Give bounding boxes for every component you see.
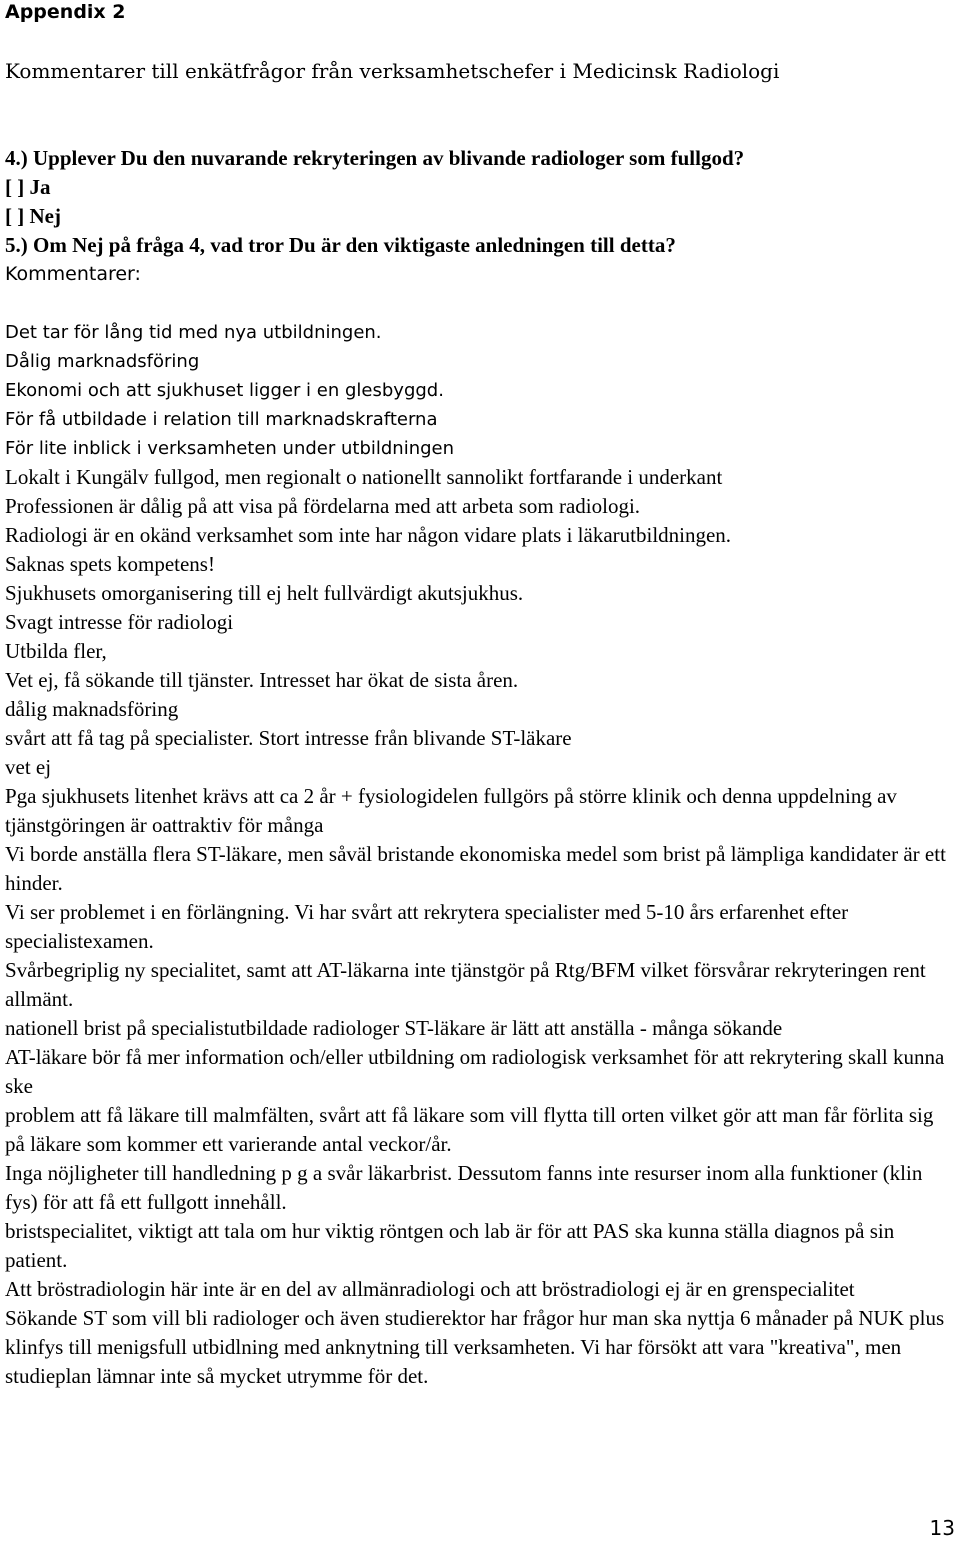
comments-list [5, 318, 955, 1391]
comment-item: Att bröstradiologin här inte är en del av allmänradiologi och att bröstradiologi ej är en grenspecialitet [5, 1277, 855, 1301]
comment-item: För lite inblick i verksamheten under utbildningen [5, 438, 455, 459]
option-no: [ ] Nej [5, 204, 61, 228]
comment-item: Sökande ST som vill bli radiologer och även studierektor har frågor hur man ska nyttja 6 månader på NUK plus klinfys till menigsfull utbidlning med anknytning till verksamheten. Vi har försökt att vara "kreativa", men studieplan lämnar inte så mycket utrymme för det. [5, 1306, 945, 1388]
comment-item: Vi borde anställa flera ST-läkare, men såväl bristande ekonomiska medel som brist på lämpliga kandidater är ett hinder. [5, 842, 946, 895]
comment-item: Dålig marknadsföring [5, 351, 200, 372]
comment-item: dålig maknadsföring [5, 697, 179, 721]
comment-item: Inga nöjligheter till handledning p g a svår läkarbrist. Dessutom fanns inte resurser inom alla funktioner (klin fys) för att få ett fullgott innehåll. [5, 1161, 923, 1214]
comment-item: nationell brist på specialistutbildade radiologer ST-läkare är lätt att anställa - många sökande [5, 1016, 783, 1040]
comment-item: Vet ej, få sökande till tjänster. Intresset har ökat de sista åren. [5, 668, 519, 692]
comment-item: För få utbildade i relation till marknadskrafterna [5, 409, 438, 430]
comment-item: svårt att få tag på specialister. Stort intresse från blivande ST-läkare [5, 726, 572, 750]
comment-item: Det tar för lång tid med nya utbildningen. [5, 322, 382, 343]
comment-item: vet ej [5, 755, 52, 779]
comment-item: Professionen är dålig på att visa på fördelarna med att arbeta som radiologi. [5, 494, 641, 518]
comments-label: Kommentarer: [5, 263, 141, 285]
document-subtitle: Kommentarer till enkätfrågor från verksamhetschefer i Medicinsk Radiologi [5, 59, 780, 83]
option-yes: [ ] Ja [5, 175, 51, 199]
comment-item: bristspecialitet, viktigt att tala om hur viktig röntgen och lab är för att PAS ska kunna ställa diagnos på sin patient. [5, 1219, 895, 1272]
comment-item: Ekonomi och att sjukhuset ligger i en glesbyggd. [5, 380, 444, 401]
appendix-heading: Appendix 2 [5, 1, 126, 23]
comment-item: Lokalt i Kungälv fullgod, men regionalt o nationellt sannolikt fortfarande i underkant [5, 465, 723, 489]
comment-item: Saknas spets kompetens! [5, 552, 215, 576]
page-number: 13 [929, 1516, 955, 1540]
question-5: 5.) Om Nej på fråga 4, vad tror Du är den viktigaste anledningen till detta? [5, 233, 676, 257]
comment-item: Utbilda fler, [5, 639, 107, 663]
question-block [5, 144, 744, 260]
comment-item: Pga sjukhusets litenhet krävs att ca 2 år + fysiologidelen fullgörs på större klinik och denna uppdelning av tjänstgöringen är oattraktiv för många [5, 784, 897, 837]
comment-item: Vi ser problemet i en förlängning. Vi har svårt att rekrytera specialister med 5-10 års erfarenhet efter specialistexamen. [5, 900, 849, 953]
comment-item: Svagt intresse för radiologi [5, 610, 234, 634]
comment-item: Sjukhusets omorganisering till ej helt fullvärdigt akutsjukhus. [5, 581, 524, 605]
comment-item: Svårbegriplig ny specialitet, samt att AT-läkarna inte tjänstgör på Rtg/BFM vilket försvårar rekryteringen rent allmänt. [5, 958, 926, 1011]
comment-item: Radiologi är en okänd verksamhet som inte har någon vidare plats i läkarutbildningen. [5, 523, 732, 547]
comment-item: problem att få läkare till malmfälten, svårt att få läkare som vill flytta till orten vilket gör att man får förlita sig på läkare som kommer ett varierande antal veckor/år. [5, 1103, 934, 1156]
comment-item: AT-läkare bör få mer information och/eller utbildning om radiologisk verksamhet för att rekrytering skall kunna ske [5, 1045, 945, 1098]
question-4: 4.) Upplever Du den nuvarande rekryteringen av blivande radiologer som fullgod? [5, 146, 745, 170]
